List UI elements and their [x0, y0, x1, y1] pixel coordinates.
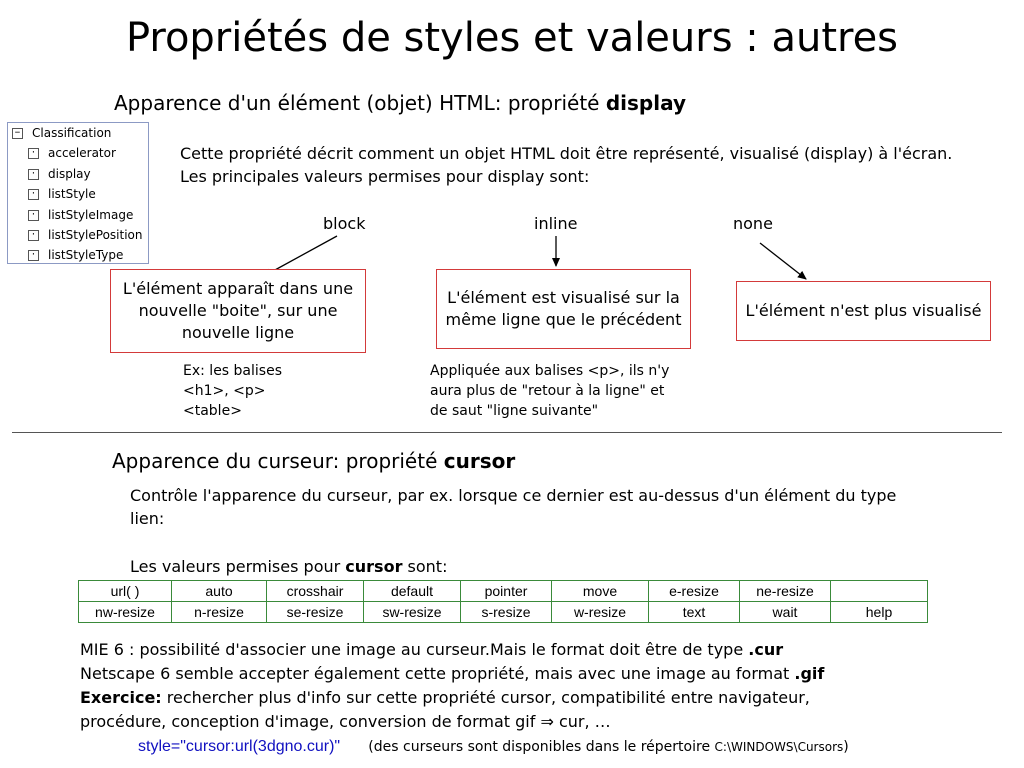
cursor-example-code: style="cursor:url(3dgno.cur)" — [138, 738, 341, 755]
arrow-none — [760, 243, 806, 279]
tree-item-label: listStyleType — [48, 248, 124, 263]
table-cell: sw-resize — [364, 602, 461, 623]
cursor-example-note — [368, 739, 848, 755]
tree-root-label: Classification — [32, 126, 112, 140]
table-cell: auto — [172, 581, 267, 602]
display-description-line1: Cette propriété décrit comment un objet HTML doit être représenté, visualisé (display) à l'écran. — [180, 144, 953, 163]
inline-note-line: de saut "ligne suivante" — [430, 403, 599, 419]
table-cell: ne-resize — [740, 581, 831, 602]
display-heading-text: Apparence d'un élément (objet) HTML: propriété — [114, 91, 606, 115]
block-note-line: <h1>, <p> — [183, 383, 266, 399]
block-description: L'élément apparaît dans une nouvelle "boite", sur une nouvelle ligne — [122, 279, 354, 342]
note-mie6 — [80, 638, 1020, 662]
tree-item-label: display — [48, 166, 91, 181]
cursor-example-note-text: (des curseurs sont disponibles dans le répertoire — [368, 739, 715, 755]
collapse-icon[interactable]: − — [12, 128, 23, 139]
note-netscape — [80, 662, 1020, 686]
table-cell: url( ) — [79, 581, 172, 602]
note-exercise-text: rechercher plus d'info sur cette propriété cursor, compatibilité entre navigateur, — [161, 688, 810, 707]
leaf-icon: · — [28, 230, 39, 241]
cursor-heading — [112, 448, 515, 474]
none-description: L'élément n'est plus visualisé — [745, 301, 982, 320]
note-netscape-text: Netscape 6 semble accepter également cette propriété, mais avec une image au format — [80, 664, 795, 683]
table-cell: help — [831, 602, 928, 623]
note-mie6-format: .cur — [748, 640, 784, 659]
tree-item-label: listStyle — [48, 187, 96, 202]
cursor-example — [138, 736, 849, 756]
cursor-description: Contrôle l'apparence du curseur, par ex. lorsque ce dernier est au-dessus d'un élément du type lien: — [130, 486, 897, 528]
cursor-values-keyword: cursor — [345, 557, 403, 576]
table-cell: crosshair — [267, 581, 364, 602]
table-cell: w-resize — [552, 602, 649, 623]
leaf-icon: · — [28, 148, 39, 159]
table-cell: text — [649, 602, 740, 623]
section-divider — [12, 432, 1002, 433]
table-cell: e-resize — [649, 581, 740, 602]
table-cell: default — [364, 581, 461, 602]
note-procedure: procédure, conception d'image, conversion de format gif ⇒ cur, … — [80, 712, 611, 731]
cursor-values-intro-suffix: sont: — [402, 557, 448, 576]
table-cell: nw-resize — [79, 602, 172, 623]
leaf-icon: · — [28, 189, 39, 200]
cursor-values-intro — [130, 555, 447, 578]
table-cell: pointer — [461, 581, 552, 602]
leaf-icon: · — [28, 250, 39, 261]
cursor-notes — [80, 638, 1020, 734]
cursor-values-table — [78, 580, 928, 623]
note-mie6-text: MIE 6 : possibilité d'associer une image au curseur.Mais le format doit être de type — [80, 640, 749, 659]
value-inline-label: inline — [534, 214, 578, 233]
block-example-note — [183, 361, 282, 421]
note-exercise — [80, 686, 1020, 710]
leaf-icon: · — [28, 169, 39, 180]
table-cell: s-resize — [461, 602, 552, 623]
inline-note-line: Appliquée aux balises <p>, ils n'y — [430, 363, 670, 379]
note-exercise-label: Exercice: — [80, 688, 162, 707]
tree-item-label: listStyleImage — [48, 207, 134, 222]
block-note-line: <table> — [183, 403, 242, 419]
table-cell: wait — [740, 602, 831, 623]
tree-item-label: listStylePosition — [48, 227, 143, 242]
table-cell — [831, 581, 928, 602]
table-cell: move — [552, 581, 649, 602]
display-description-line2: Les principales valeurs permises pour display sont: — [180, 167, 590, 186]
cursor-example-path: C:\WINDOWS\Cursors — [714, 740, 844, 754]
block-description-box — [110, 269, 366, 353]
table-cell: se-resize — [267, 602, 364, 623]
page-title: Propriétés de styles et valeurs : autres — [125, 15, 899, 61]
cursor-heading-text: Apparence du curseur: propriété — [112, 449, 444, 473]
cursor-example-note-end: ) — [843, 739, 849, 755]
none-description-box — [736, 281, 991, 341]
table-row — [79, 602, 928, 623]
leaf-icon: · — [28, 210, 39, 221]
cursor-values-intro-text: Les valeurs permises pour — [130, 557, 346, 576]
display-heading-keyword: display — [605, 91, 686, 115]
inline-description-box — [436, 269, 691, 349]
value-none-label: none — [733, 214, 773, 233]
inline-note-line: aura plus de "retour à la ligne" et — [430, 383, 665, 399]
table-row — [79, 581, 928, 602]
note-netscape-format: .gif — [794, 664, 825, 683]
inline-example-note — [430, 361, 669, 421]
tree-item-label: accelerator — [48, 146, 116, 161]
cursor-heading-keyword: cursor — [443, 449, 516, 473]
value-block-label: block — [323, 214, 366, 233]
inline-description: L'élément est visualisé sur la même ligne que le précédent — [445, 288, 682, 329]
block-note-line: Ex: les balises — [183, 363, 282, 379]
table-cell: n-resize — [172, 602, 267, 623]
